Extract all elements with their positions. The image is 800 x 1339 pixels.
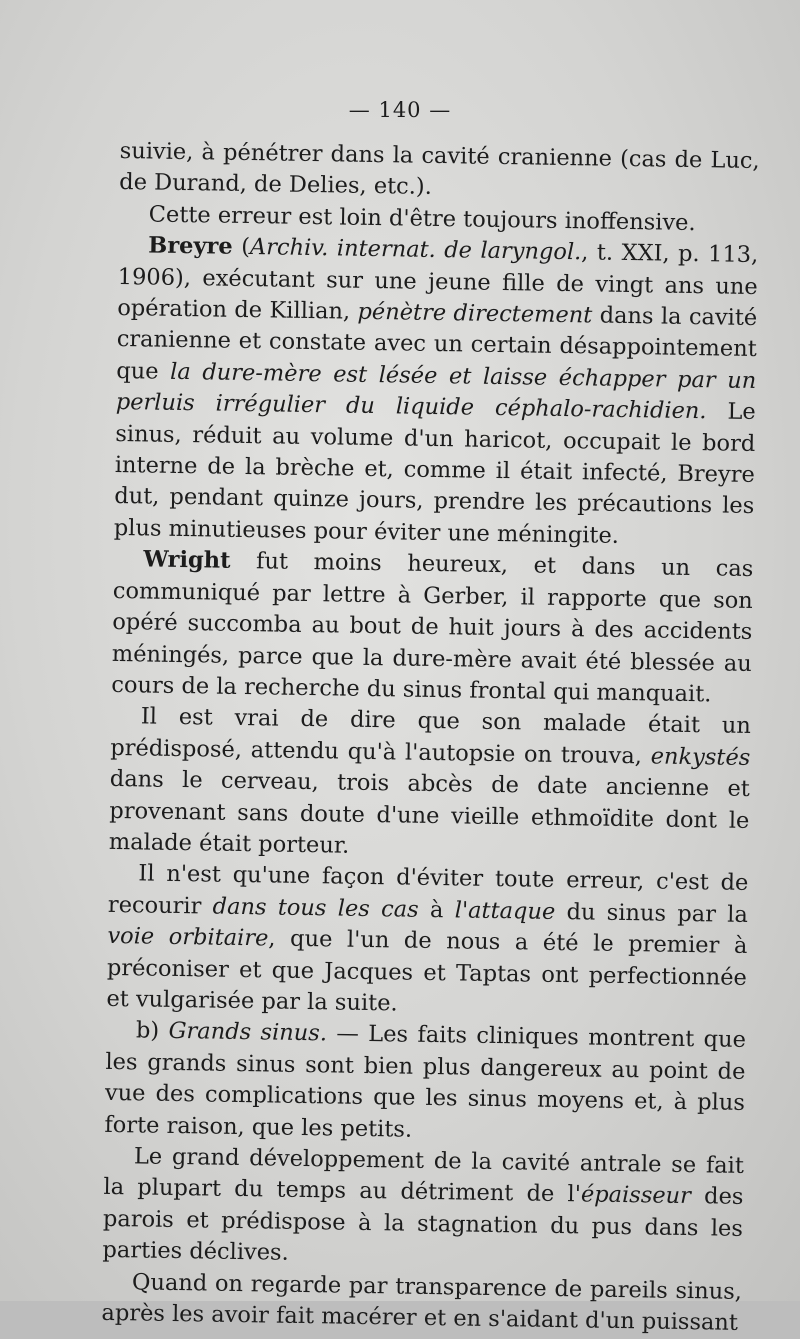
author-name: Breyre bbox=[148, 232, 233, 261]
text-run: Le grand développement de la cavité antrale se fait la plupart du temps au détriment de l' bbox=[103, 1143, 745, 1208]
text-run: Quand on regarde par transparence de pareils sinus, après les avoir fait macérer et en s'aidant d'un puissant bbox=[101, 1268, 743, 1336]
text-run: dans la cavité cranienne et constate avec un certain désappointement que bbox=[116, 302, 758, 385]
paragraph bbox=[109, 701, 751, 868]
text-run: à bbox=[418, 896, 455, 924]
italic-phrase: Grands sinus. bbox=[168, 1018, 328, 1047]
paragraph bbox=[104, 1015, 746, 1151]
italic-phrase: dans tous les cas bbox=[212, 893, 419, 923]
italic-phrase: enkystés bbox=[650, 743, 751, 771]
page-number: — 140 — bbox=[348, 98, 452, 122]
text-run: fut moins heureux, et dans un cas communiqué par lettre à Gerber, il rapporte que son opéré succomba au bout de huit jours à des accidents méningés, parce que la dure-mère avait été blessée au cours de la recherche du sinus frontal qui manquait. bbox=[111, 548, 754, 708]
text-run: — Les faits cliniques montrent que les grands sinus sont bien plus dangereux au point de vue des complications que les sinus moyens et, à plus forte raison, que les petits. bbox=[104, 1020, 747, 1143]
italic-phrase: pénètre directement bbox=[357, 298, 593, 329]
text-run: ) bbox=[150, 1017, 169, 1045]
text-run: dans le cerveau, trois abcès de date ancienne et provenant sans doute d'une vieille ethmoïdite dont le malade était porteur. bbox=[108, 766, 751, 859]
text-run: Il est vrai de dire que son malade était un prédisposé, attendu qu'à l'autopsie on trouva, bbox=[110, 703, 752, 770]
text-run: , t. XXI, p. 113, 1906), exécutant sur une jeune fille de vingt ans une opération de Killian, bbox=[117, 239, 759, 325]
text-run: du sinus par la bbox=[555, 898, 749, 928]
body-text bbox=[101, 136, 760, 1339]
paragraph bbox=[106, 858, 748, 1025]
text-run: Cette erreur est loin d'être toujours inoffensive. bbox=[148, 201, 696, 236]
paragraph bbox=[111, 544, 753, 711]
italic-phrase: Archiv. internat. de laryngol. bbox=[249, 234, 582, 266]
paragraph bbox=[102, 1141, 744, 1277]
paragraph bbox=[101, 1266, 742, 1339]
text-run: des parois et prédispose à la stagnation du pus dans les parties déclives. bbox=[102, 1183, 744, 1267]
text-run: ( bbox=[232, 234, 251, 261]
author-name: Wright bbox=[143, 546, 231, 575]
text-run: Le sinus, réduit au volume d'un haricot, occupait le bord interne de la brèche et, comme il était infecté, Breyre dut, pendant quinze jours, prendre les précautions les plus minutieuses pour éviter une méningite. bbox=[113, 398, 756, 549]
text-run: Il n'est qu'une façon d'éviter toute erreur, c'est de recourir bbox=[107, 860, 749, 920]
text-run: , que l'un de nous a été le premier à préconiser et que Jacques et Taptas ont perfectionnée et vulgarisée par la suite. bbox=[106, 925, 748, 1017]
text-run: b bbox=[135, 1017, 151, 1044]
italic-phrase: épaisseur bbox=[580, 1181, 692, 1210]
paragraph bbox=[114, 230, 759, 554]
paragraph bbox=[119, 136, 760, 209]
italic-phrase: voie orbitaire bbox=[107, 923, 269, 952]
italic-phrase: l'attaque bbox=[454, 897, 556, 925]
text-run: suivie, à pénétrer dans la cavité cranienne (cas de Luc, de Durand, de Delies, etc.). bbox=[119, 137, 760, 201]
italic-phrase: la dure-mère est lésée et laisse échapper par un perluis irrégulier du liquide céphalo-rachidien. bbox=[115, 358, 757, 425]
